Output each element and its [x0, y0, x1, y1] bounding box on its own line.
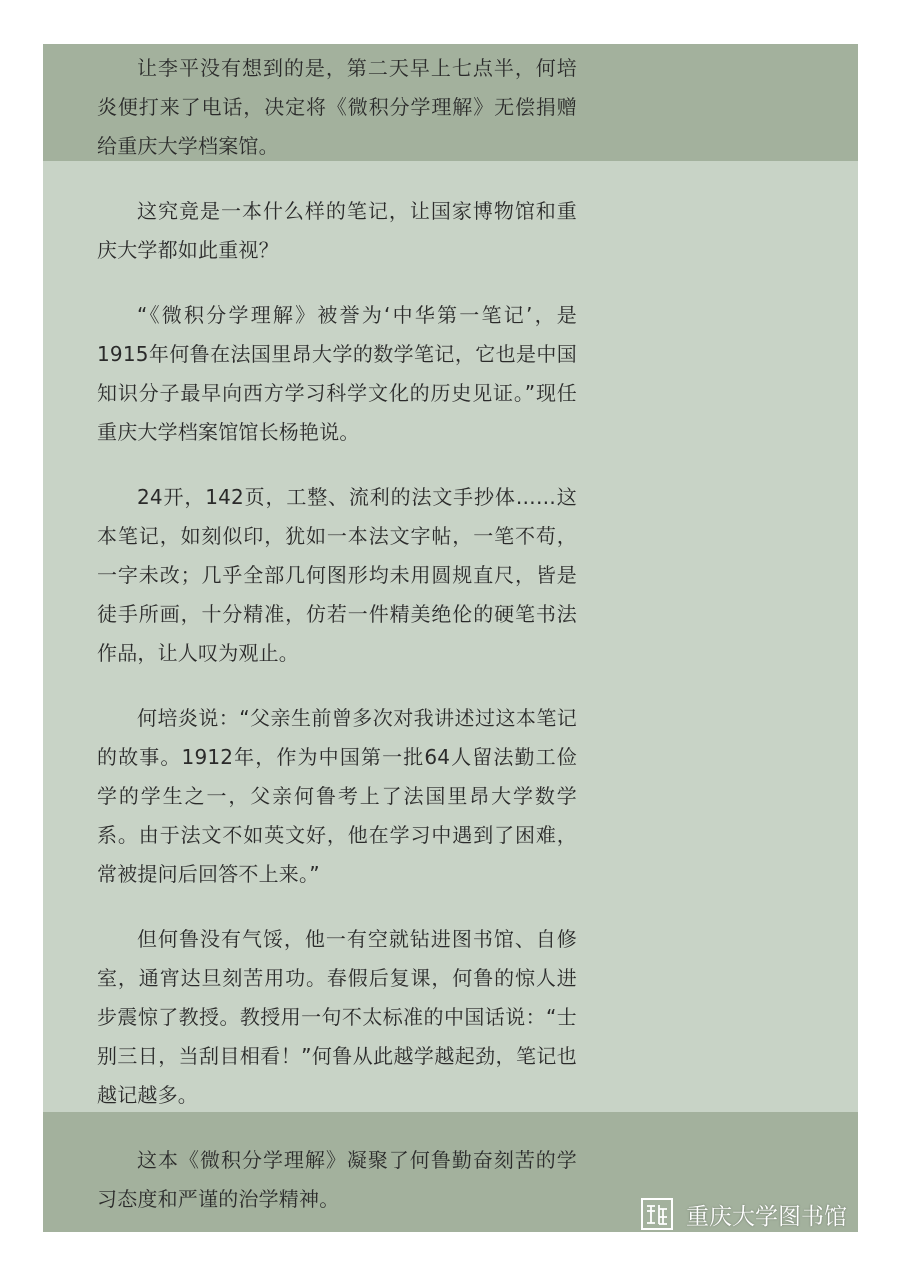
paragraph-3: “《微积分学理解》被誉为‘中华第一笔记’，是1915年何鲁在法国里昂大学的数学笔记，它也是中国知识分子最早向西方学习科学文化的历史见证。”现任重庆大学档案馆馆长杨艳说。 — [97, 303, 577, 444]
watermark-text: 重庆大学图书馆 — [686, 1203, 847, 1230]
paragraph-6: 但何鲁没有气馁，他一有空就钻进图书馆、自修室，通宵达旦刻苦用功。春假后复课，何鲁的惊人进步震惊了教授。教授用一句不太标准的中国话说：“士别三日，当刮目相看！”何鲁从此越学越起劲，笔记也越记越多。 — [97, 927, 577, 1107]
paragraph-7: 这本《微积分学理解》凝聚了何鲁勤奋刻苦的学习态度和严谨的治学精神。 — [97, 1148, 577, 1211]
seal-icon — [640, 1197, 674, 1231]
paragraph-5: 何培炎说：“父亲生前曾多次对我讲述过这本笔记的故事。1912年，作为中国第一批64人留法勤工俭学的学生之一，父亲何鲁考上了法国里昂大学数学系。由于法文不如英文好，他在学习中遇到了困难，常被提问后回答不上来。” — [97, 706, 577, 886]
article-body — [97, 49, 577, 1245]
paragraph-2: 这究竟是一本什么样的笔记，让国家博物馆和重庆大学都如此重视？ — [97, 199, 577, 262]
watermark — [640, 1194, 847, 1234]
paragraph-4: 24开，142页，工整、流利的法文手抄体……这本笔记，如刻似印，犹如一本法文字帖，一笔不苟，一字未改；几乎全部几何图形均未用圆规直尺，皆是徒手所画，十分精准，仿若一件精美绝伦的硬笔书法作品，让人叹为观止。 — [97, 485, 577, 665]
paragraph-1: 让李平没有想到的是，第二天早上七点半，何培炎便打来了电话，决定将《微积分学理解》无偿捐赠给重庆大学档案馆。 — [97, 56, 577, 158]
